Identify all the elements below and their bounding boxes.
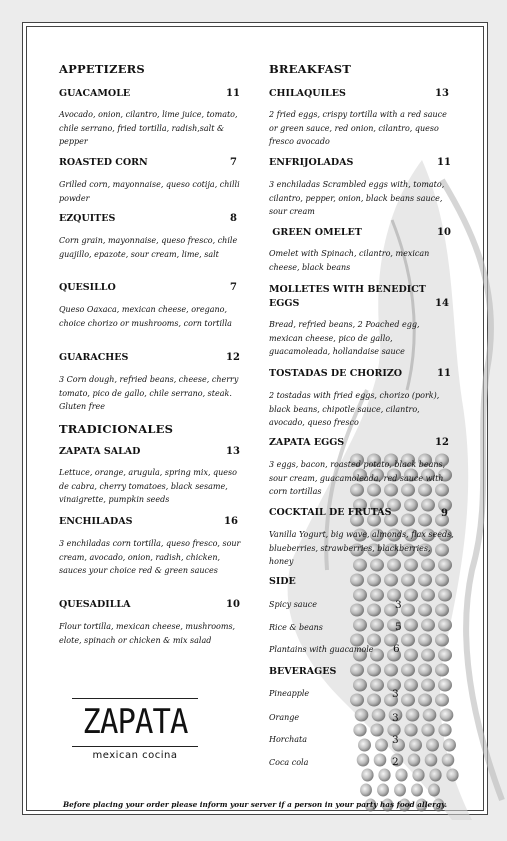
item-name: ZAPATA SALAD (59, 446, 141, 457)
corn-kernel (404, 649, 418, 662)
corn-kernel (421, 589, 435, 602)
item-name: CHILAQUILES (269, 88, 346, 99)
item-description: 3 enchiladas corn tortilla, queso fresco, sour cream, avocado, onion, radish, chicken, sauces your choice red & green sauces (59, 539, 241, 576)
corn-kernel (370, 619, 384, 632)
corn-kernel (438, 619, 452, 632)
item-name: QUESILLO (59, 282, 116, 293)
item-price: 12 (226, 352, 240, 363)
item-description: Corn grain, mayonnaise, queso fresco, chile guajillo, epazote, sour cream, lime, salt (59, 236, 238, 259)
corn-kernel (372, 709, 386, 722)
item-price: 16 (224, 516, 238, 527)
corn-kernel (384, 664, 398, 677)
item-name: ENCHILADAS (59, 516, 133, 527)
section-heading-breakfast: BREAKFAST (269, 62, 352, 76)
corn-kernel (408, 754, 421, 767)
corn-kernel (367, 664, 381, 677)
corn-kernel (428, 784, 440, 797)
corn-kernel (418, 634, 432, 647)
item-description: 3 enchiladas Scrambled eggs with, tomato, cilantro, pepper, onion, black beans sauce, sour cream (269, 180, 445, 217)
corn-kernel (350, 574, 364, 587)
item-price: 9 (441, 508, 448, 519)
item-name: QUESADILLA (59, 599, 131, 610)
item-description: Vanilla Yogurt, big wave, almonds, flax seeds, blueberries, strawberries, blackberries, honey (269, 530, 454, 567)
corn-kernel (404, 679, 418, 692)
item-price: 13 (435, 88, 449, 99)
corn-kernel (443, 739, 456, 752)
corn-kernel (370, 724, 383, 737)
item-price: 10 (226, 599, 240, 610)
corn-kernel (395, 769, 407, 782)
corn-kernel (435, 604, 449, 617)
corn-kernel (409, 739, 422, 752)
item-description: Grilled corn, mayonnaise, queso cotija, chilli powder (59, 180, 240, 203)
item-name: GREEN OMELET (269, 227, 362, 238)
beverage-item-name: Pineapple (269, 689, 310, 698)
corn-kernel (401, 604, 415, 617)
item-price: 13 (226, 446, 240, 457)
beverage-item-name: Orange (269, 713, 300, 722)
item-price: 11 (226, 88, 240, 99)
corn-kernel (411, 784, 423, 797)
corn-kernel (418, 664, 432, 677)
beverage-item-name: Horchata (269, 735, 308, 744)
side-item-price: 5 (395, 621, 402, 633)
corn-kernel (353, 679, 367, 692)
corn-kernel (435, 664, 449, 677)
item-name: TOSTADAS DE CHORIZO (269, 368, 403, 379)
item-name: MOLLETES WITH BENEDICT EGGS (269, 284, 426, 309)
corn-kernel (384, 574, 398, 587)
corn-kernel (435, 694, 449, 707)
corn-kernel (350, 694, 364, 707)
beverage-item-name: Coca cola (269, 758, 309, 767)
corn-kernel (355, 709, 369, 722)
corn-kernel (377, 784, 389, 797)
corn-kernel (438, 649, 452, 662)
corn-kernel (418, 604, 432, 617)
corn-kernel (370, 679, 384, 692)
zapata-logo (72, 698, 198, 766)
corn-kernel (446, 769, 458, 782)
corn-kernel (412, 769, 424, 782)
item-price: 10 (437, 227, 451, 238)
section-heading-tradicionales: TRADICIONALES (59, 422, 174, 436)
corn-kernel (421, 679, 435, 692)
corn-kernel (367, 694, 381, 707)
beverage-item-price: 3 (392, 688, 399, 700)
item-description: Flour tortilla, mexican cheese, mushrooms, elote, spinach or chicken & mix salad (59, 622, 236, 645)
item-name: ENFRIJOLADAS (269, 157, 354, 168)
beverage-item-price: 3 (392, 712, 399, 724)
corn-kernel (404, 619, 418, 632)
corn-kernel (357, 754, 370, 767)
corn-kernel (353, 724, 366, 737)
corn-kernel (401, 514, 415, 527)
item-price: 7 (230, 157, 237, 168)
item-name: EZQUITES (59, 213, 116, 224)
side-item-price: 6 (393, 643, 400, 655)
corn-kernel (394, 784, 406, 797)
item-description: Avocado, onion, cilantro, lime juice, tomato, chile serrano, fried tortilla, radish,salt & pepper (59, 110, 238, 147)
corn-kernel (425, 754, 438, 767)
corn-kernel (440, 709, 454, 722)
corn-kernel (401, 634, 415, 647)
section-heading-beverages: BEVERAGES (269, 666, 337, 677)
item-description: 3 Corn dough, refried beans, cheese, cherry tomato, pico de gallo, chile serrano, steak. Gluten free (59, 375, 239, 412)
side-item-price: 3 (395, 599, 402, 611)
corn-kernel (367, 574, 381, 587)
corn-kernel (421, 724, 434, 737)
corn-kernel (421, 619, 435, 632)
item-description: 3 eggs, bacon, roasted potato, black beans, sour cream, guacamoleada, red sauce with corn tortillas (269, 460, 446, 497)
corn-kernel (418, 574, 432, 587)
item-name: ZAPATA EGGS (269, 437, 345, 448)
corn-kernel (353, 619, 367, 632)
logo-tagline: mexican cocina (92, 750, 178, 761)
corn-kernel (404, 499, 418, 512)
logo-wordmark: ZAPATA (82, 702, 188, 742)
corn-kernel (426, 739, 439, 752)
corn-kernel (421, 499, 435, 512)
item-name: GUARACHES (59, 352, 129, 363)
corn-kernel (401, 694, 415, 707)
corn-kernel (435, 574, 449, 587)
corn-kernel (378, 769, 390, 782)
corn-kernel (435, 634, 449, 647)
beverage-item-price: 3 (392, 734, 399, 746)
item-price: 7 (230, 282, 237, 293)
side-item-name: Rice & beans (269, 623, 323, 632)
beverage-item-price: 2 (392, 756, 399, 768)
item-price: 14 (435, 298, 449, 309)
section-heading-side: SIDE (269, 576, 296, 587)
item-description: 2 fried eggs, crispy tortilla with a red sauce or green sauce, red onion, cilantro, queso fresco avocado (269, 110, 447, 147)
corn-kernel (418, 694, 432, 707)
item-price: 8 (230, 213, 237, 224)
item-price: 11 (437, 368, 451, 379)
corn-kernel (442, 754, 455, 767)
corn-kernel (404, 589, 418, 602)
corn-kernel (404, 724, 417, 737)
corn-kernel (375, 739, 388, 752)
section-heading-appetizers: APPETIZERS (59, 62, 145, 76)
corn-kernel (367, 604, 381, 617)
corn-kernel (423, 709, 437, 722)
corn-kernel (360, 784, 372, 797)
side-item-name: Spicy sauce (269, 600, 317, 609)
item-name: GUACAMOLE (59, 88, 131, 99)
corn-kernel (429, 769, 441, 782)
corn-kernel (353, 589, 367, 602)
corn-kernel (401, 664, 415, 677)
item-description: Omelet with Spinach, cilantro, mexican cheese, black beans (269, 249, 430, 272)
corn-kernel (421, 649, 435, 662)
corn-kernel (438, 724, 451, 737)
corn-kernel (374, 754, 387, 767)
corn-kernel (438, 679, 452, 692)
item-price: 12 (435, 437, 449, 448)
corn-kernel (350, 604, 364, 617)
corn-kernel (358, 739, 371, 752)
allergy-notice: Before placing your order please inform your server if a person in your party has food allergy. (63, 800, 447, 809)
item-name: ROASTED CORN (59, 157, 148, 168)
corn-kernel (438, 589, 452, 602)
item-description: Queso Oaxaca, mexican cheese, oregano, choice chorizo or mushrooms, corn tortilla (59, 305, 232, 328)
item-description: Lettuce, orange, arugula, spring mix, queso de cabra, cherry tomatoes, black sesame, vinaigrette, pumpkin seeds (59, 468, 237, 505)
item-description: Bread, refried beans, 2 Poached egg, mexican cheese, pico de gallo, guacamoleada, hollandaise sauce (269, 320, 420, 357)
item-price: 11 (437, 157, 451, 168)
corn-kernel (370, 589, 384, 602)
corn-kernel (418, 514, 432, 527)
side-item-name: Plantains with guacamole (269, 645, 374, 654)
corn-kernel (401, 574, 415, 587)
item-name: COCKTAIL DE FRUTAS (269, 507, 392, 518)
item-description: 2 tostadas with fried eggs, chorizo (pork), black beans, chipotle sauce, cilantro, avocado, queso fresco (269, 391, 440, 428)
corn-kernel (361, 769, 373, 782)
corn-kernel (350, 664, 364, 677)
corn-kernel (406, 709, 420, 722)
